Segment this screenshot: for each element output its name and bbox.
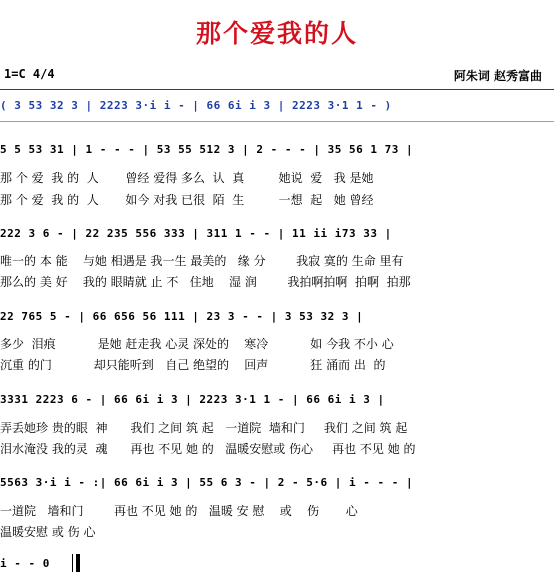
final-barline-thick [76, 554, 80, 572]
song-title: 那个爱我的人 [195, 19, 358, 48]
lyric-row-4a: 弄丢她珍 贵的眼 神 我们 之间 筑 起 一道院 墙和门 我们 之间 筑 起 [0, 421, 408, 435]
notation-row-final: i - - 0 [0, 557, 50, 570]
notation-row-intro: ( 3 53 32 3 | 2223 3·i i - | 66 6i i 3 | 2223 3·1 1 - ) [0, 99, 392, 112]
lyric-row-4b: 泪水淹没 我的灵 魂 再也 不见 她 的 温暖安慰或 伤心 再也 不见 她 的 [0, 442, 416, 456]
final-barline-thin [72, 554, 73, 572]
intro-rule-top [0, 89, 554, 90]
lyric-row-2a: 唯一的 本 能 与她 相遇是 我一生 最美的 缘 分 我寂 寞的 生命 里有 [0, 254, 404, 268]
lyric-row-3a: 多少 泪痕 是她 赶走我 心灵 深处的 寒冷 如 今我 不小 心 [0, 337, 394, 351]
lyric-row-2b: 那么的 美 好 我的 眼睛就 止 不 住地 湿 润 我拍啊拍啊 拍啊 拍那 [0, 275, 411, 289]
notation-row-5: 5563 3·i i - :| 66 6i i 3 | 55 6 3 - | 2 - 5·6 | i - - - | [0, 476, 414, 489]
notation-row-4: 3331 2223 6 - | 66 6i i 3 | 2223 3·1 1 - | 66 6i i 3 | [0, 393, 385, 406]
key-meter: 1=C 4/4 [4, 67, 55, 81]
notation-row-3: 22 765 5 - | 66 656 56 111 | 23 3 - - | 3 53 32 3 | [0, 310, 364, 323]
lyric-row-5b: 温暖安慰 或 伤 心 [0, 525, 96, 539]
notation-row-2: 222 3 6 - | 22 235 556 333 | 311 1 - - | 11 ii i73 33 | [0, 227, 392, 240]
lyric-row-3b: 沉重 的门 却只能听到 自己 绝望的 回声 狂 涌而 出 的 [0, 358, 386, 372]
notation-row-1: 5 5 53 31 | 1 - - - | 53 55 512 3 | 2 - - - | 35 56 1 73 | [0, 143, 414, 156]
lyric-row-5a: 一道院 墙和门 再也 不见 她 的 温暖 安 慰 或 伤 心 [0, 504, 358, 518]
lyric-row-1a: 那 个 爱 我 的 人 曾经 爱得 多么 认 真 她说 爱 我 是她 [0, 171, 374, 185]
credits: 阿朱词 赵秀富曲 [453, 69, 542, 83]
intro-rule-bottom [0, 121, 554, 122]
lyric-row-1b: 那 个 爱 我 的 人 如今 对我 已很 陌 生 一想 起 她 曾经 [0, 193, 374, 207]
